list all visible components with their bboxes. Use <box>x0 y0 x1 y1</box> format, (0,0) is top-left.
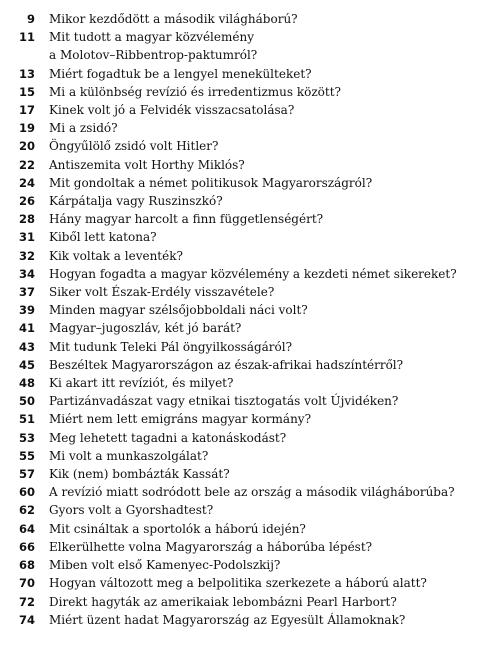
toc-entry-title: Mi volt a munkaszolgálat? <box>49 448 209 463</box>
toc-entry <box>0 520 486 538</box>
toc-page-number: 28 <box>18 212 35 227</box>
toc-page-number: 26 <box>18 194 35 209</box>
toc-page-number: 50 <box>18 394 35 409</box>
toc-entry <box>0 174 486 192</box>
toc-page-number: 34 <box>18 266 35 281</box>
toc-entry-title: Hány magyar harcolt a finn függetlenségért? <box>49 212 324 227</box>
toc-page-number: 68 <box>18 558 35 573</box>
toc-page-number: 19 <box>18 121 35 136</box>
toc-entry <box>0 447 486 465</box>
toc-page-number: 66 <box>18 539 35 554</box>
toc-entry <box>0 283 486 301</box>
toc-page-number: 60 <box>18 485 35 500</box>
toc-entry-title: Hogyan fogadta a magyar közvélemény a kezdeti német sikereket? <box>49 266 457 281</box>
toc-entry-title: Kinek volt jó a Felvidék visszacsatolása? <box>49 103 295 118</box>
toc-entry <box>0 611 486 629</box>
toc-entry <box>0 483 486 501</box>
toc-page-number: 22 <box>18 157 35 172</box>
toc-entry-title: Partizánvadászat vagy etnikai tisztogatás volt Újvidéken? <box>49 394 399 409</box>
toc-page-number: 41 <box>18 321 35 336</box>
toc-page-number: 70 <box>18 576 35 591</box>
toc-entry <box>0 338 486 356</box>
toc-page-number: 24 <box>18 175 35 190</box>
toc-page-number: 55 <box>18 448 35 463</box>
toc-entry-title: Direkt hagyták az amerikaiak lebombázni Pearl Harbort? <box>49 594 397 609</box>
toc-entry-title: Kik voltak a leventék? <box>49 248 183 263</box>
toc-page-number: 62 <box>18 503 35 518</box>
toc-entry-title: Öngyűlölő zsidó volt Hitler? <box>49 139 219 154</box>
toc-page-number: 20 <box>18 139 35 154</box>
toc-entry-title: Meg lehetett tagadni a katonáskodást? <box>49 430 287 445</box>
toc-entry <box>0 538 486 556</box>
toc-entry-title: Elkerülhette volna Magyarország a háborúba lépést? <box>49 539 373 554</box>
toc-entry-title: Minden magyar szélsőjobboldali náci volt? <box>49 303 308 318</box>
toc-entry-title: Mit tudunk Teleki Pál öngyilkosságáról? <box>49 339 293 354</box>
toc-entry-title: Mit gondoltak a német politikusok Magyarországról? <box>49 175 373 190</box>
toc-page-number: 31 <box>18 230 35 245</box>
toc-page-number: 43 <box>18 339 35 354</box>
toc-entry-title: Mikor kezdődött a második világháború? <box>49 12 298 26</box>
toc-page-number: 64 <box>18 521 35 536</box>
toc-entry <box>0 501 486 519</box>
toc-page-number: 48 <box>18 376 35 391</box>
toc-entry-title: Ki akart itt revíziót, és milyet? <box>49 376 234 391</box>
toc-entry <box>0 593 486 611</box>
toc-entry-title: Miért nem lett emigráns magyar kormány? <box>49 412 312 427</box>
toc-page-number: 57 <box>18 467 35 482</box>
toc-entry <box>0 556 486 574</box>
toc-entry-title: Magyar–jugoszláv, két jó barát? <box>49 321 242 336</box>
toc-page-number: 45 <box>18 357 35 372</box>
toc-entry <box>0 374 486 392</box>
toc-entry-title: Beszéltek Magyarországon az észak-afrikai hadszíntérről? <box>49 357 404 372</box>
toc-entry-title: Kárpátalja vagy Ruszinszkó? <box>49 194 223 209</box>
toc-entry <box>0 156 486 174</box>
toc-entry <box>0 465 486 483</box>
toc-page-number: 72 <box>18 594 35 609</box>
table-of-contents <box>0 10 486 629</box>
toc-page-number: 17 <box>18 103 35 118</box>
toc-entry <box>0 247 486 265</box>
toc-entry <box>0 65 486 83</box>
toc-page-number: 9 <box>26 12 35 26</box>
toc-entry-title: Miben volt első Kamenyec-Podolszkij? <box>49 558 281 573</box>
toc-page-number: 51 <box>18 412 35 427</box>
toc-entry-title: Kiből lett katona? <box>49 230 157 245</box>
toc-entry <box>0 101 486 119</box>
toc-entry <box>0 410 486 428</box>
toc-entry <box>0 10 486 28</box>
toc-entry <box>0 265 486 283</box>
toc-entry-title: Hogyan változott meg a belpolitika szerkezete a háború alatt? <box>49 576 427 591</box>
toc-entry-title: A revízió miatt sodródott bele az ország a második világháborúba? <box>49 485 455 500</box>
toc-entry-title: Mit csináltak a sportolók a háború idején? <box>49 521 306 536</box>
toc-page-number: 39 <box>18 303 35 318</box>
toc-entry <box>0 301 486 319</box>
toc-page-number: 74 <box>18 612 35 627</box>
toc-entry <box>0 137 486 155</box>
toc-entry-title: Miért üzent hadat Magyarország az Egyesült Államoknak? <box>49 612 406 627</box>
toc-page-number: 53 <box>18 430 35 445</box>
toc-entry-title: Kik (nem) bombázták Kassát? <box>49 467 230 482</box>
toc-page-number: 15 <box>18 84 35 99</box>
toc-entry-title: Gyors volt a Gyorshadtest? <box>49 503 214 518</box>
toc-entry <box>0 210 486 228</box>
toc-entry-title: Antiszemita volt Horthy Miklós? <box>49 157 245 172</box>
toc-entry-title: Miért fogadtuk be a lengyel menekülteket? <box>49 66 312 81</box>
toc-page-number: 37 <box>18 285 35 300</box>
toc-entry <box>0 228 486 246</box>
toc-entry <box>0 392 486 410</box>
toc-entry <box>0 429 486 447</box>
toc-entry-title: Siker volt Észak-Erdély visszavétele? <box>49 285 275 300</box>
toc-page-number: 13 <box>18 66 35 81</box>
toc-entry-title: Mi a különbség revízió és irredentizmus között? <box>49 84 341 99</box>
toc-entry <box>0 192 486 210</box>
toc-page-number: 11 <box>18 30 35 45</box>
toc-entry <box>0 319 486 337</box>
toc-entry-title: Mi a zsidó? <box>49 121 118 136</box>
toc-entry-title: Mit tudott a magyar közvélemény a Molotov–Ribbentrop-paktumról? <box>49 30 258 63</box>
toc-entry <box>0 119 486 137</box>
toc-entry <box>0 28 486 64</box>
toc-entry <box>0 574 486 592</box>
toc-entry <box>0 356 486 374</box>
toc-page-number: 32 <box>18 248 35 263</box>
toc-entry <box>0 83 486 101</box>
